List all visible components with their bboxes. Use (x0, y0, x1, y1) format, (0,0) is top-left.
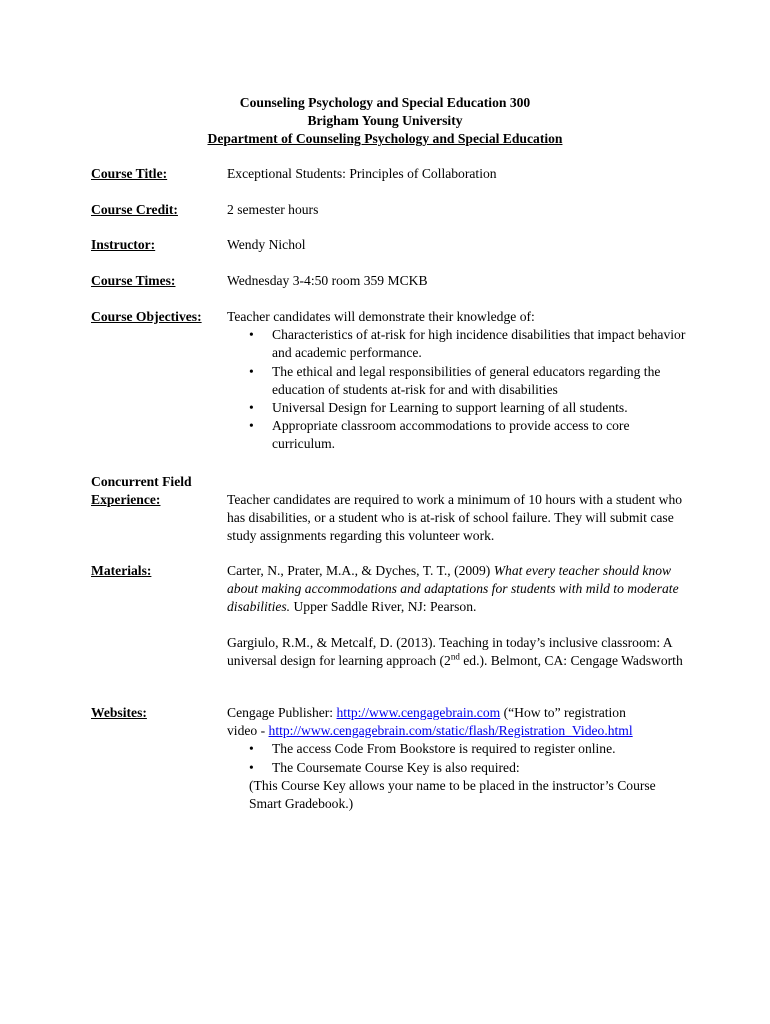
materials-content (227, 562, 687, 670)
materials-label: Materials: (91, 563, 152, 578)
list-item: • Universal Design for Learning to support learning of all students. (227, 399, 687, 417)
websites-list (227, 740, 697, 776)
field-experience-label: Concurrent Field Experience: (91, 474, 192, 508)
list-item: • The Coursemate Course Key is also required: (227, 759, 697, 777)
course-credit-value: 2 semester hours (227, 202, 319, 217)
bullet-icon: • (249, 759, 254, 775)
course-title-label: Course Title: (91, 166, 168, 181)
list-item: • The ethical and legal responsibilities of general educators regarding the education of students at-risk for and with disabilities (249, 363, 661, 397)
list-item: • Characteristics of at-risk for high incidence disabilities that impact behavior and academic performance. (249, 327, 686, 361)
websites-label: Websites: (91, 705, 147, 720)
course-times-value: Wednesday 3-4:50 room 359 MCKB (227, 273, 428, 288)
course-credit-label: Course Credit: (91, 202, 178, 217)
list-item: • The access Code From Bookstore is required to register online. (227, 740, 697, 758)
bullet-icon: • (249, 363, 254, 379)
video-line: video - http://www.cengagebrain.com/static/flash/Registration_Video.html (227, 723, 633, 739)
header-course-code: Counseling Psychology and Special Education 300 (239, 95, 531, 110)
materials-reference-gargiulo: Gargiulo, R.M., & Metcalf, D. (2013). Teaching in today’s inclusive classroom: A universal design for learning approach (2nd ed.). Belmont, CA: Cengage Wadsworth (227, 634, 683, 668)
bullet-icon: • (249, 400, 254, 416)
websites-content (227, 704, 697, 813)
instructor-label: Instructor: (91, 237, 156, 252)
document-header (0, 94, 770, 149)
publisher-line: Cengage Publisher: http://www.cengagebrain.com (“How to” registration (227, 705, 626, 720)
list-item: • Appropriate classroom accommodations to provide access to core curriculum. (249, 418, 630, 452)
instructor-value: Wendy Nichol (227, 237, 306, 252)
registration-video-link[interactable]: http://www.cengagebrain.com/static/flash/Registration_Video.html (268, 723, 633, 739)
field-experience-value: Teacher candidates are required to work a minimum of 10 hours with a student who has disabilities, or a student who is at-risk of school failure. They will submit case study assignments regarding this volunteer work. (227, 492, 683, 544)
cengage-link[interactable]: http://www.cengagebrain.com (336, 705, 501, 720)
bullet-icon: • (249, 418, 254, 434)
bullet-icon: • (249, 327, 254, 343)
objectives-intro: Teacher candidates will demonstrate their knowledge of: (227, 309, 535, 324)
course-key-note: (This Course Key allows your name to be placed in the instructor’s Course Smart Gradebook.) (249, 777, 656, 812)
course-times-label: Course Times: (91, 273, 176, 288)
course-objectives-label: Course Objectives: (91, 309, 202, 324)
objectives-list (227, 326, 687, 453)
header-department: Department of Counseling Psychology and Special Education (207, 131, 563, 147)
materials-reference-carter: Carter, N., Prater, M.A., & Dyches, T. T., (2009) What every teacher should know about making accommodations and adaptations for students with mild to moderate disabilities. Upper Saddle River, NJ: Pearson. (227, 563, 679, 615)
course-objectives-content (227, 308, 687, 454)
header-university: Brigham Young University (307, 113, 463, 129)
bullet-icon: • (249, 741, 254, 757)
course-title-value: Exceptional Students: Principles of Collaboration (227, 166, 497, 181)
